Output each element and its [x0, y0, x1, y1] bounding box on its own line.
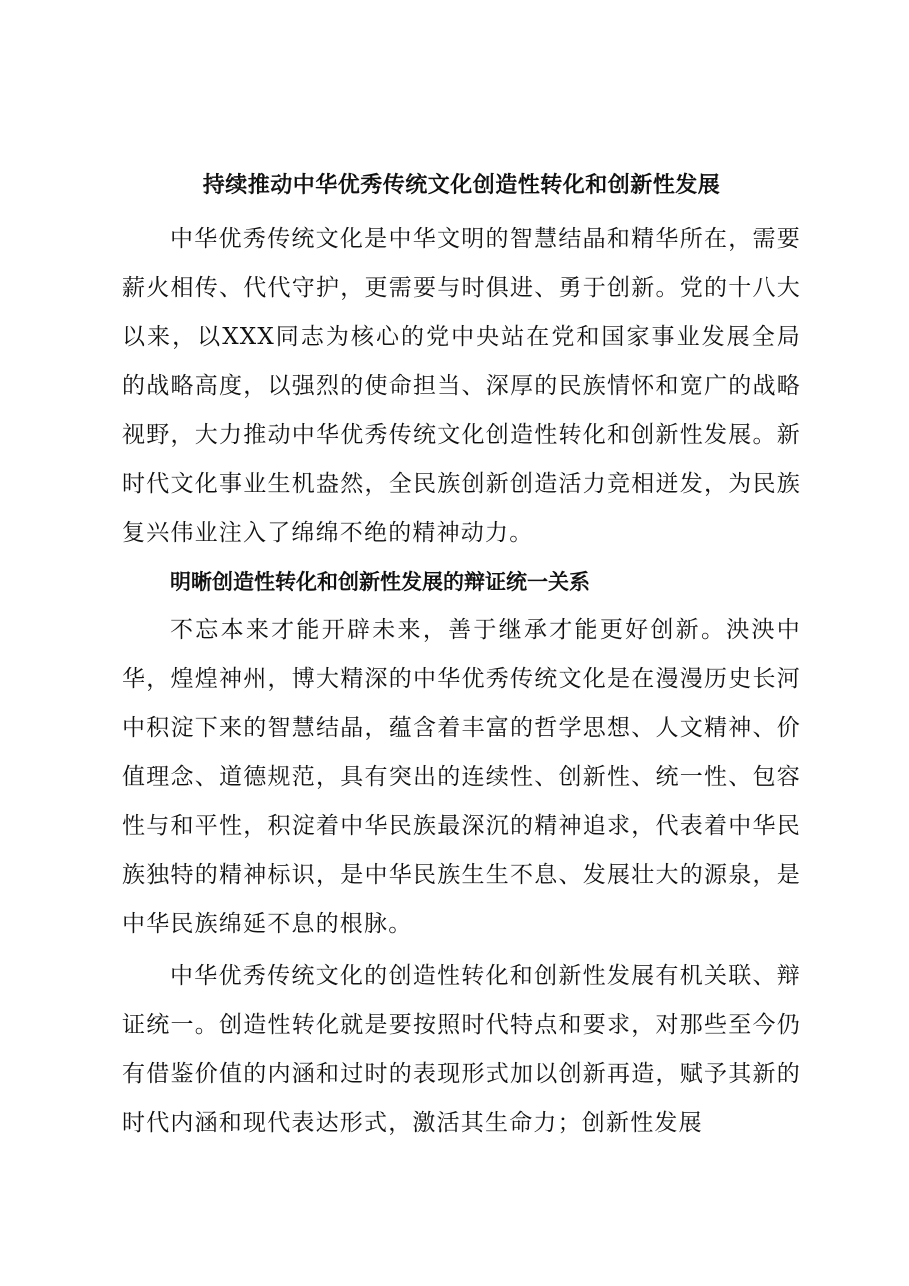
section-paragraph-1: 不忘本来才能开辟未来，善于继承才能更好创新。泱泱中华，煌煌神州，博大精深的中华优秀传统文化是在漫漫历史长河中积淀下来的智慧结晶，蕴含着丰富的哲学思想、人文精神、价值理念、道德规范，具有突出的连续性、创新性、统一性、包容性与和平性，积淀着中华民族最深沉的精神追求，代表着中华民族独特的精神标识，是中华民族生生不息、发展壮大的源泉，是中华民族绵延不息的根脉。: [122, 617, 801, 937]
intro-paragraph: 中华优秀传统文化是中华文明的智慧结晶和精华所在，需要薪火相传、代代守护，更需要与时俱进、勇于创新。党的十八大以来，以XXX同志为核心的党中央站在党和国家事业发展全局的战略高度，以强烈的使命担当、深厚的民族情怀和宽广的战略视野，大力推动中华优秀传统文化创造性转化和创新性发展。新时代文化事业生机盎然，全民族创新创造活力竞相迸发，为民族复兴伟业注入了绵绵不绝的精神动力。: [122, 226, 801, 546]
section-paragraph-2: 中华优秀传统文化的创造性转化和创新性发展有机关联、辩证统一。创造性转化就是要按照时代特点和要求，对那些至今仍有借鉴价值的内涵和过时的表现形式加以创新再造，赋予其新的时代内涵和现代表达形式，激活其生命力；创新性发展: [122, 963, 801, 1136]
document-title: 持续推动中华优秀传统文化创造性转化和创新性发展: [202, 172, 721, 198]
section-heading: 明晰创造性转化和创新性发展的辩证统一关系: [170, 569, 590, 594]
